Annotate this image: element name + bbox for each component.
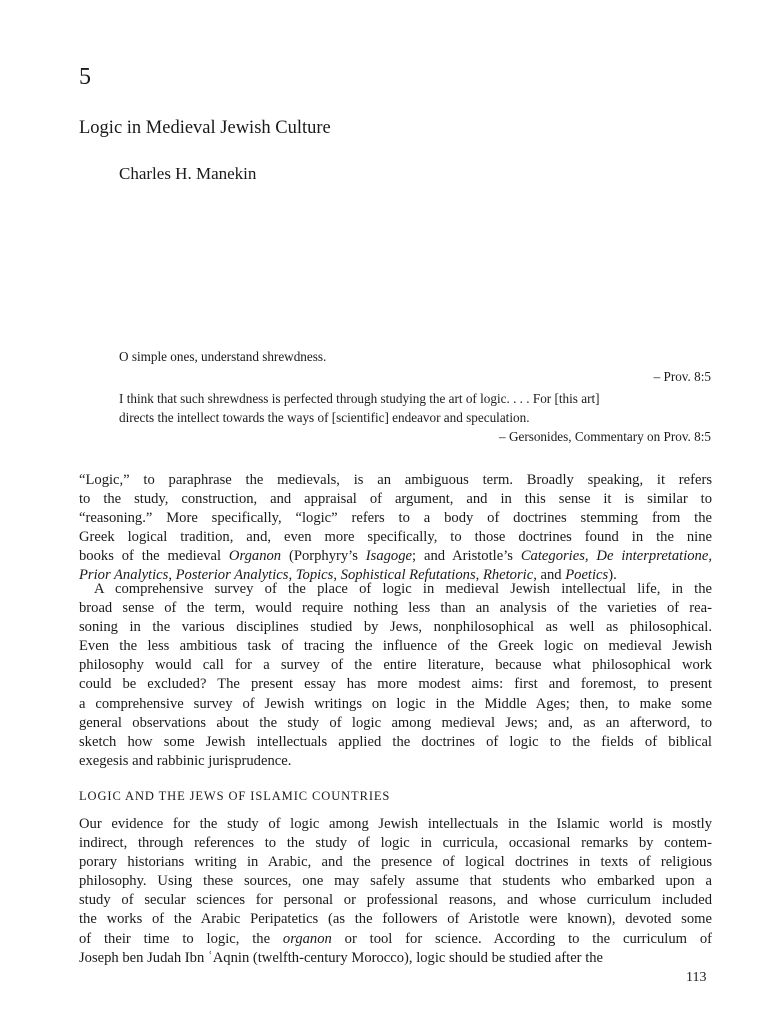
text-line: philosophy would call for a survey of the entire literature, because what philosophical work [79, 657, 712, 674]
text-line: could be excluded? The present essay has more modest aims: first and foremost, to present [79, 676, 712, 693]
text-line: soning in the various disciplines studied by Jews, nonphilosophical as well as philosophical. [79, 619, 712, 636]
text-line: a comprehensive survey of Jewish writings on logic in the Middle Ages; then, to make some [79, 695, 712, 712]
epigraph-line: O simple ones, understand shrewdness. [119, 349, 327, 364]
text-line: sketch how some Jewish intellectuals applied the doctrines of logic to the fields of biblical [79, 733, 712, 750]
epigraph-2-attribution: – Gersonides, Commentary on Prov. 8:5 [499, 429, 711, 444]
text-line: study of secular sciences for personal or professional reasons, and whose curriculum included [79, 892, 712, 909]
text-line: Prior Analytics, Posterior Analytics, Topics, Sophistical Refutations, Rhetoric, and Poetics). [79, 567, 617, 584]
epigraph-1-attribution: – Prov. 8:5 [653, 369, 711, 384]
text-line: philosophy. Using these sources, one may safely assume that students who embarked upon a [79, 873, 712, 890]
text-line: Even the less ambitious task of tracing the influence of the Greek logic on medieval Jewish [79, 638, 712, 655]
text-line: A comprehensive survey of the place of logic in medieval Jewish intellectual life, in the [94, 581, 712, 597]
epigraph-2 [119, 389, 711, 446]
text-line: broad sense of the term, would require nothing less than an analysis of the varieties of rea- [79, 600, 712, 617]
text-line: the works of the Arabic Peripatetics (as the followers of Aristotle were known), devoted some [79, 911, 712, 928]
paragraph-3 [79, 815, 712, 968]
text-line: books of the medieval Organon (Porphyry’s Isagoge; and Aristotle’s Categories, De interpretatione, [79, 548, 712, 565]
epigraph-line: directs the intellect towards the ways of [scientific] endeavor and speculation. [119, 410, 530, 425]
chapter-title: Logic in Medieval Jewish Culture [79, 118, 331, 138]
text-line: Joseph ben Judah Ibn ʿAqnin (twelfth-century Morocco), logic should be studied after the [79, 949, 604, 966]
chapter-number: 5 [79, 64, 91, 90]
text-line: Our evidence for the study of logic among Jewish intellectuals in the Islamic world is mostly [79, 816, 712, 832]
epigraph-line: I think that such shrewdness is perfected through studying the art of logic. . . . For [this art] [119, 391, 600, 406]
text-line: “Logic,” to paraphrase the medievals, is an ambiguous term. Broadly speaking, it refers [79, 472, 712, 488]
epigraph-1 [119, 347, 711, 366]
text-line: general observations about the study of logic among medieval Jews; and, as an afterword, to [79, 714, 712, 731]
section-heading: LOGIC AND THE JEWS OF ISLAMIC COUNTRIES [79, 789, 391, 803]
author-name: Charles H. Manekin [119, 164, 257, 183]
text-line: indirect, through references to the study of logic in curricula, occasional remarks by contem- [79, 835, 712, 852]
text-line: of their time to logic, the organon or tool for science. According to the curriculum of [79, 930, 712, 947]
text-line: to the study, construction, and appraisal of argument, and in this sense it is similar to [79, 491, 712, 508]
text-line: porary historians writing in Arabic, and the presence of logical doctrines in texts of religious [79, 854, 712, 871]
text-line: Greek logical tradition, and, even more specifically, to those doctrines found in the nine [79, 529, 712, 546]
paragraph-1 [79, 471, 712, 586]
text-line: exegesis and rabbinic jurisprudence. [79, 752, 292, 769]
page-number: 113 [686, 970, 707, 985]
text-line: “reasoning.” More specifically, “logic” refers to a body of doctrines stemming from the [79, 510, 712, 527]
paragraph-2 [79, 580, 712, 771]
